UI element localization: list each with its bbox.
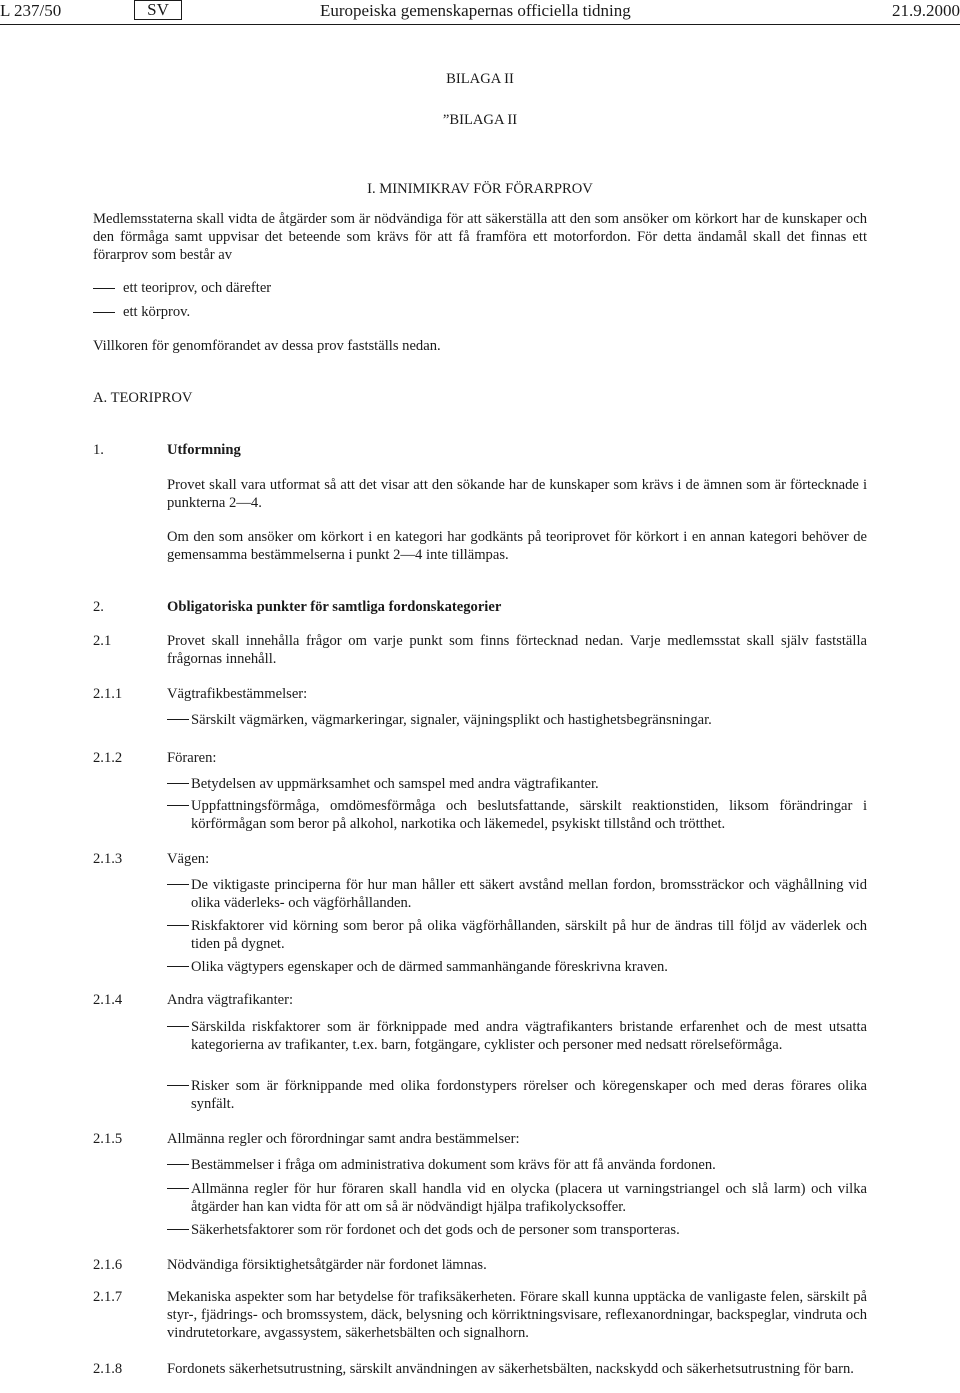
paragraph: Om den som ansöker om körkort i en kategori har godkänts på teoriprovet för körkort i en annan kategori behöver de gemensamma bestämmelserna i punkt 2—4 inte tillämpas. [167, 529, 867, 563]
list-item: Särskilt vägmärken, vägmarkeringar, signaler, väjningsplikt och hastighetsbegränsningar. [167, 711, 867, 729]
dash-marker [167, 925, 189, 926]
clause-text: Allmänna regler och förordningar samt andra bestämmelser: [167, 1131, 520, 1147]
section-title: Obligatoriska punkter för samtliga fordonskategorier [167, 599, 502, 615]
section-heading-I: I. MINIMIKRAV FÖR FÖRARPROV [367, 181, 593, 197]
clause-text: Andra vägtrafikanter: [167, 992, 294, 1008]
language-code: SV [134, 0, 182, 20]
clause-number: 2.1.5 [93, 1131, 123, 1147]
dash-marker [167, 719, 189, 720]
section-title: Utformning [167, 442, 241, 458]
list-item: Uppfattningsförmåga, omdömesförmåga och beslutsfattande, särskilt reaktionstiden, liksom förändringar i körförmågan som beror på alkohol, narkotika och läkemedel, psykiskt tillstånd och trötthet. [167, 797, 867, 833]
header-rule [0, 24, 960, 25]
clause-number: 2.1.8 [93, 1361, 123, 1377]
list-item: Särskilda riskfaktorer som är förknippade med andra vägtrafikanters bristande erfarenhet och de mest utsatta kategorierna av trafikanter, t.ex. barn, fotgängare, cyklister och personer med nedsatt rörelseförmåga. [167, 1018, 867, 1072]
dash-marker [167, 1229, 189, 1230]
clause-number: 2.1.2 [93, 750, 123, 766]
publication-date: 21.9.2000 [892, 1, 960, 20]
dash-marker [167, 966, 189, 967]
page-header [0, 0, 960, 26]
clause-number: 2.1 [93, 633, 112, 649]
clause-text: Vägen: [167, 851, 210, 867]
dash-marker [93, 312, 115, 313]
clause-number: 2.1.6 [93, 1257, 123, 1273]
dash-marker [167, 1188, 189, 1189]
clause-number: 2.1.1 [93, 686, 123, 702]
conditions-paragraph: Villkoren för genomförandet av dessa prov fastställs nedan. [93, 338, 441, 354]
journal-title: Europeiska gemenskapernas officiella tidning [320, 1, 631, 20]
list-item: Säkerhetsfaktorer som rör fordonet och det gods och de personer som transporteras. [167, 1221, 867, 1239]
list-item: Bestämmelser i fråga om administrativa dokument som krävs för att få använda fordonen. [167, 1156, 867, 1174]
clause-number: 2.1.3 [93, 851, 123, 867]
dash-marker [167, 1085, 189, 1086]
section-number: 2. [93, 599, 104, 615]
clause-number: 2.1.7 [93, 1289, 123, 1305]
dash-marker [167, 783, 189, 784]
dash-marker [167, 1026, 189, 1027]
clause-number: 2.1.4 [93, 992, 123, 1008]
list-item: Allmänna regler för hur föraren skall handla vid en olycka (placera ut varningstriangel och slå larm) och vilka åtgärder han kan vidta för att om så är nödvändigt hjälpa trafikolycksoffer. [167, 1180, 867, 1216]
clause-text: Fordonets säkerhetsutrustning, särskilt användningen av säkerhetsbälten, nackskydd och säkerhetsutrustning för barn. [167, 1361, 854, 1377]
paragraph: Provet skall vara utformat så att det visar att den sökande har de kunskaper som krävs i de ämnen som är förtecknade i punkterna 2—4. [167, 477, 867, 511]
clause-text: Föraren: [167, 750, 217, 766]
list-item: Betydelsen av uppmärksamhet och samspel med andra vägtrafikanter. [167, 775, 867, 793]
list-item: Riskfaktorer vid körning som beror på olika vägförhållanden, särskilt på hur de ändras till följd av väderlek och tiden på dygnet. [167, 917, 867, 953]
annex-subtitle: ”BILAGA II [442, 112, 518, 128]
list-item: ett teoriprov, och därefter [93, 279, 271, 297]
intro-paragraph: Medlemsstaterna skall vidta de åtgärder som är nödvändiga för att säkerställa att den som ansöker om körkort har de kunskaper och den förmåga samt uppvisar det beteende som krävs för att få framföra ett motorfordon. För detta ändamål skall det finnas ett förarprov som består av [93, 211, 867, 263]
list-item: ett körprov. [93, 303, 190, 321]
annex-title: BILAGA II [446, 71, 514, 87]
dash-marker [93, 288, 115, 289]
clause-text: Provet skall innehålla frågor om varje punkt som finns förtecknad nedan. Varje medlemsstat skall själv fastställa frågornas innehåll. [167, 633, 867, 667]
section-number: 1. [93, 442, 104, 458]
clause-text: Vägtrafikbestämmelser: [167, 686, 308, 702]
dash-marker [167, 805, 189, 806]
section-heading-A: A. TEORIPROV [93, 390, 193, 406]
list-item: De viktigaste principerna för hur man håller ett säkert avstånd mellan fordon, bromssträckor och väghållning vid olika väderleks- och vägförhållanden. [167, 876, 867, 912]
dash-marker [167, 1164, 189, 1165]
dash-marker [167, 884, 189, 885]
list-item: Olika vägtypers egenskaper och de därmed sammanhängande föreskrivna kraven. [167, 958, 867, 976]
list-item: Risker som är förknippande med olika fordonstypers rörelser och köregenskaper och med deras förares olika synfält. [167, 1077, 867, 1113]
page-reference: L 237/50 [0, 1, 62, 20]
clause-text: Nödvändiga försiktighetsåtgärder när fordonet lämnas. [167, 1257, 487, 1273]
clause-text: Mekaniska aspekter som har betydelse för trafiksäkerheten. Förare skall kunna upptäcka de vanligaste felen, särskilt på styr-, fjädrings- och bromssystem, däck, belysning och körriktningsvisare, reflexanordningar, backspeglar, vindruta och vindrutetorkare, avgassystem, säkerhetsbälten och signalhorn. [167, 1289, 867, 1341]
